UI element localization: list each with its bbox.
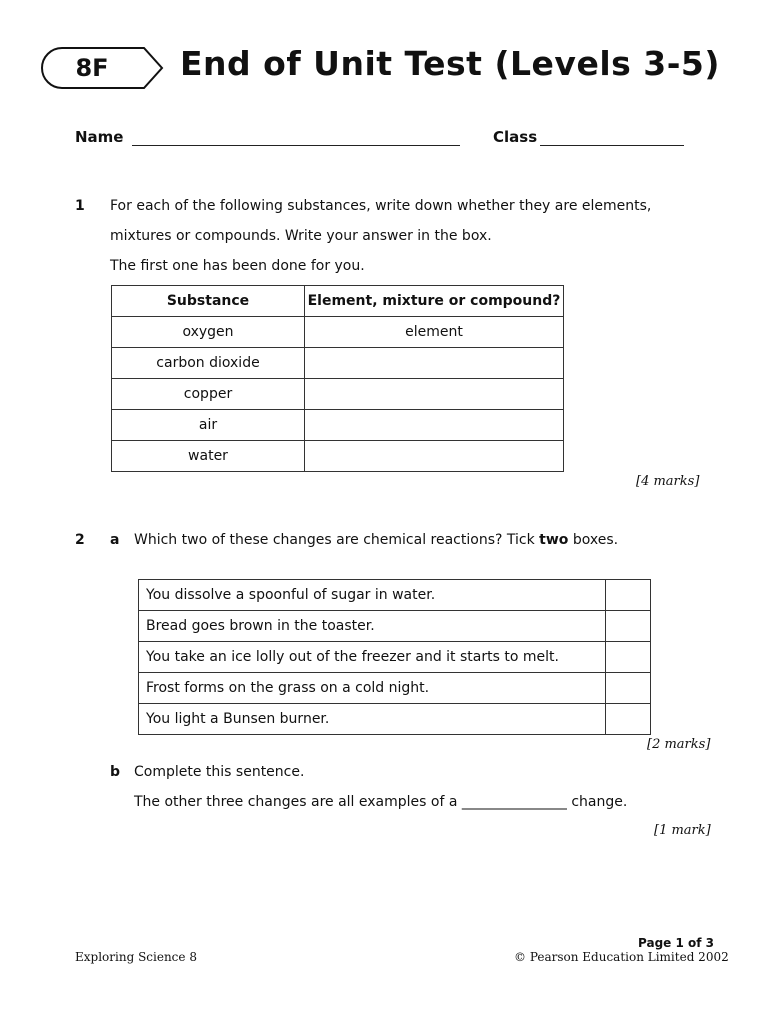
col-classification-header: Element, mixture or compound? xyxy=(305,286,564,317)
sentence-start: The other three changes are all examples of a xyxy=(134,794,462,810)
table-row xyxy=(139,704,651,735)
page-number: Page 1 of 3 xyxy=(638,936,714,950)
footer-book-title: Exploring Science 8 xyxy=(75,950,197,964)
change-statement: You light a Bunsen burner. xyxy=(139,704,606,735)
substance-cell: copper xyxy=(112,379,305,410)
changes-table xyxy=(138,579,651,735)
question-2a-prompt xyxy=(134,532,618,548)
substances-table xyxy=(111,285,564,472)
question-2a-letter: a xyxy=(110,532,120,548)
question-1-number: 1 xyxy=(75,198,85,214)
answer-cell: element xyxy=(305,317,564,348)
question-2b-letter: b xyxy=(110,764,121,780)
sentence-end: change. xyxy=(566,794,628,810)
table-header-row xyxy=(112,286,564,317)
prompt-emphasis: two xyxy=(539,532,569,548)
tick-box[interactable] xyxy=(606,580,651,611)
table-row xyxy=(112,317,564,348)
question-2b-prompt: Complete this sentence. xyxy=(134,764,305,780)
table-row xyxy=(139,642,651,673)
tick-box[interactable] xyxy=(606,704,651,735)
name-field[interactable] xyxy=(132,145,460,146)
tick-box[interactable] xyxy=(606,642,651,673)
page-title: End of Unit Test (Levels 3-5) xyxy=(180,44,720,83)
table-row xyxy=(139,673,651,704)
answer-box[interactable] xyxy=(305,410,564,441)
change-statement: You take an ice lolly out of the freezer and it starts to melt. xyxy=(139,642,606,673)
substance-cell: air xyxy=(112,410,305,441)
table-row xyxy=(139,580,651,611)
tick-box[interactable] xyxy=(606,611,651,642)
change-statement: You dissolve a spoonful of sugar in water. xyxy=(139,580,606,611)
tick-box[interactable] xyxy=(606,673,651,704)
question-2b-marks: [1 mark] xyxy=(654,823,711,838)
answer-blank[interactable]: _______________ xyxy=(461,794,567,810)
unit-code: 8F xyxy=(75,54,109,82)
substance-cell: water xyxy=(112,441,305,472)
change-statement: Frost forms on the grass on a cold night. xyxy=(139,673,606,704)
unit-badge xyxy=(40,46,164,90)
question-1-text-line3: The first one has been done for you. xyxy=(110,258,365,274)
prompt-text: Which two of these changes are chemical reactions? Tick xyxy=(134,532,540,548)
class-label: Class xyxy=(493,128,538,146)
answer-box[interactable] xyxy=(305,379,564,410)
question-2-number: 2 xyxy=(75,532,85,548)
substance-cell: oxygen xyxy=(112,317,305,348)
table-row xyxy=(112,441,564,472)
table-row xyxy=(112,410,564,441)
col-substance-header: Substance xyxy=(112,286,305,317)
question-1-text-line2: mixtures or compounds. Write your answer in the box. xyxy=(110,228,492,244)
prompt-text-end: boxes. xyxy=(568,532,619,548)
question-2b-sentence xyxy=(134,794,627,810)
question-1-marks: [4 marks] xyxy=(636,474,700,489)
answer-box[interactable] xyxy=(305,348,564,379)
question-1-text-line1: For each of the following substances, write down whether they are elements, xyxy=(110,198,652,214)
footer-copyright: © Pearson Education Limited 2002 xyxy=(514,950,729,964)
table-row xyxy=(139,611,651,642)
table-row xyxy=(112,348,564,379)
class-field[interactable] xyxy=(540,145,684,146)
substance-cell: carbon dioxide xyxy=(112,348,305,379)
table-row xyxy=(112,379,564,410)
question-2a-marks: [2 marks] xyxy=(647,737,711,752)
name-label: Name xyxy=(75,128,124,146)
answer-box[interactable] xyxy=(305,441,564,472)
change-statement: Bread goes brown in the toaster. xyxy=(139,611,606,642)
